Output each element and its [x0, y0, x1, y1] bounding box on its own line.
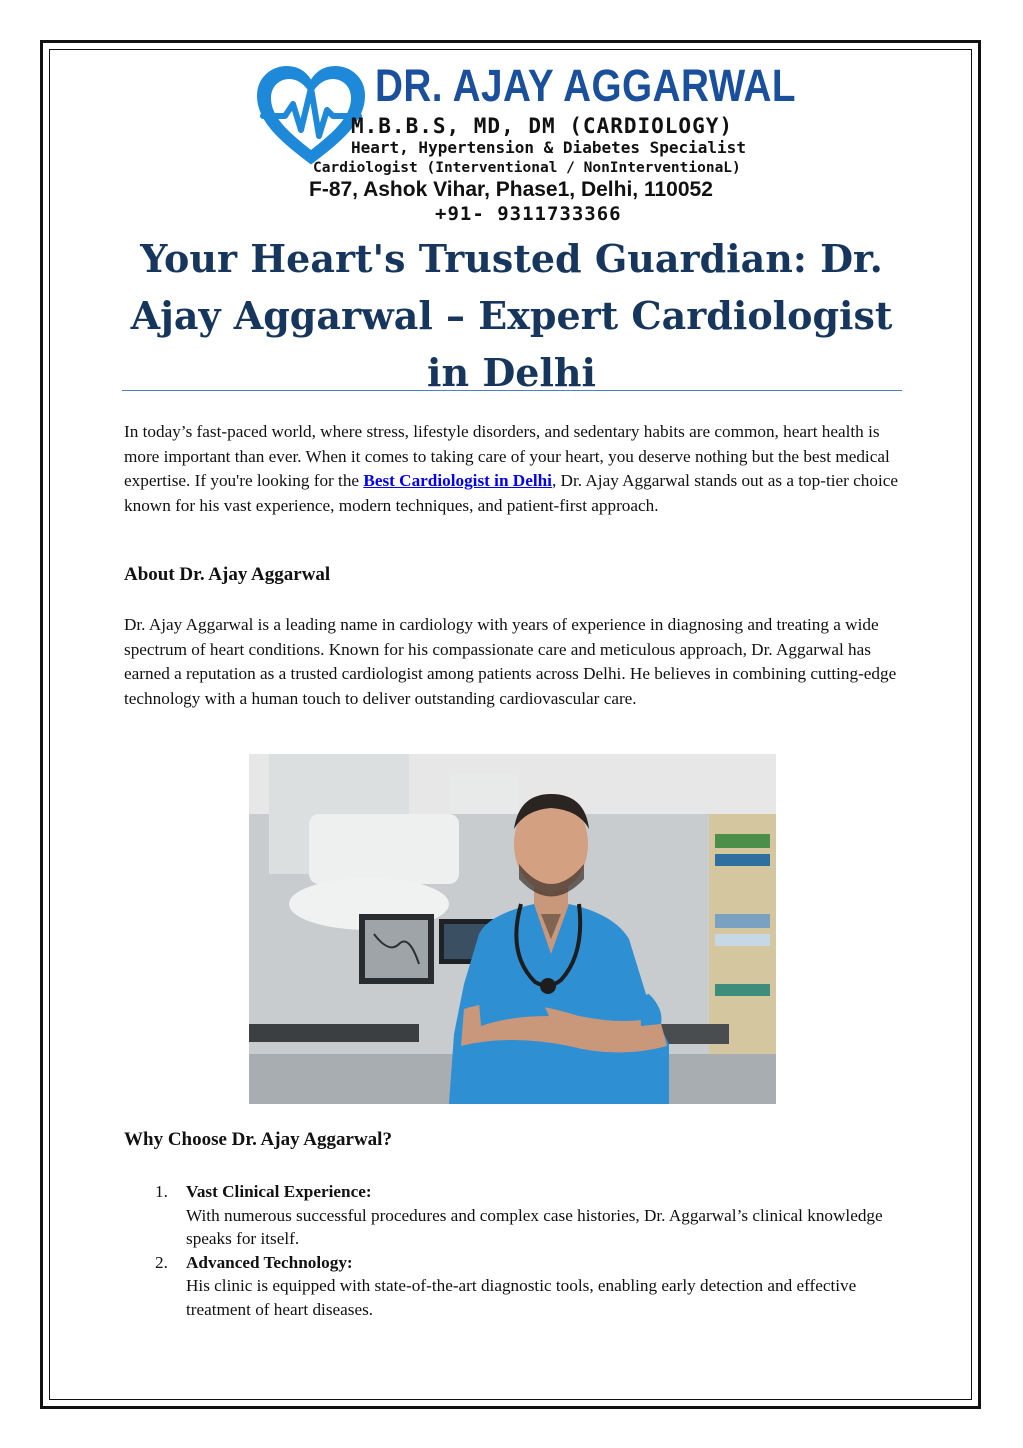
reasons-list — [150, 1180, 890, 1321]
best-cardiologist-link[interactable]: Best Cardiologist in Delhi — [363, 471, 552, 490]
clinic-address: F-87, Ashok Vihar, Phase1, Delhi, 110052 — [309, 178, 713, 201]
clinic-logo — [255, 58, 796, 228]
list-item — [150, 1251, 890, 1322]
intro-text-before: In today’s fast-paced world, where stress, lifestyle disorders, and sedentary habits are common, heart health is more important than ever. When it comes to taking care of your heart, you deserve nothing but the best medical expertise. If you're looking for the — [124, 422, 890, 490]
list-item-text: With numerous successful procedures and complex case histories, Dr. Aggarwal’s clinical knowledge speaks for itself. — [186, 1205, 883, 1248]
about-heading: About Dr. Ajay Aggarwal — [124, 564, 331, 585]
list-number: 1. — [155, 1182, 168, 1201]
doctor-photo — [249, 754, 776, 1104]
page-title: Your Heart's Trusted Guardian: Dr. Ajay Aggarwal – Expert Cardiologist in Delhi — [130, 236, 893, 395]
list-item-title: Advanced Technology: — [186, 1252, 353, 1272]
list-number: 2. — [155, 1252, 168, 1272]
doctor-degrees: M.B.B.S, MD, DM (CARDIOLOGY) — [351, 114, 734, 138]
why-choose-heading: Why Choose Dr. Ajay Aggarwal? — [124, 1129, 392, 1150]
intro-paragraph — [124, 420, 899, 518]
cardiology-type: Cardiologist (Interventional / NonInterventionaL) — [313, 160, 741, 176]
title-divider — [122, 390, 902, 391]
intro-text-after: , Dr. Ajay Aggarwal stands out as a top-tier choice known for his vast experience, modern techniques, and patient-first approach. — [124, 471, 899, 515]
list-item-title: Vast Clinical Experience: — [186, 1182, 372, 1201]
doctor-specialty: Heart, Hypertension & Diabetes Specialist — [351, 138, 746, 157]
about-paragraph: Dr. Ajay Aggarwal is a leading name in cardiology with years of experience in diagnosing and treating a wide spectrum of heart conditions. Known for his compassionate care and meticulous approach, Dr. Aggarwal has earned a reputation as a trusted cardiologist among patients across Delhi. He believes in combining cutting-edge technology with a human touch to deliver outstanding cardiovascular care. — [124, 615, 897, 708]
doctor-name-logo: DR. AJAY AGGARWAL — [375, 60, 796, 111]
list-item-text: His clinic is equipped with state-of-the-art diagnostic tools, enabling early detection and effective treatment of heart diseases. — [186, 1276, 857, 1319]
clinic-phone: +91- 9311733366 — [435, 203, 622, 225]
list-item — [150, 1180, 890, 1251]
